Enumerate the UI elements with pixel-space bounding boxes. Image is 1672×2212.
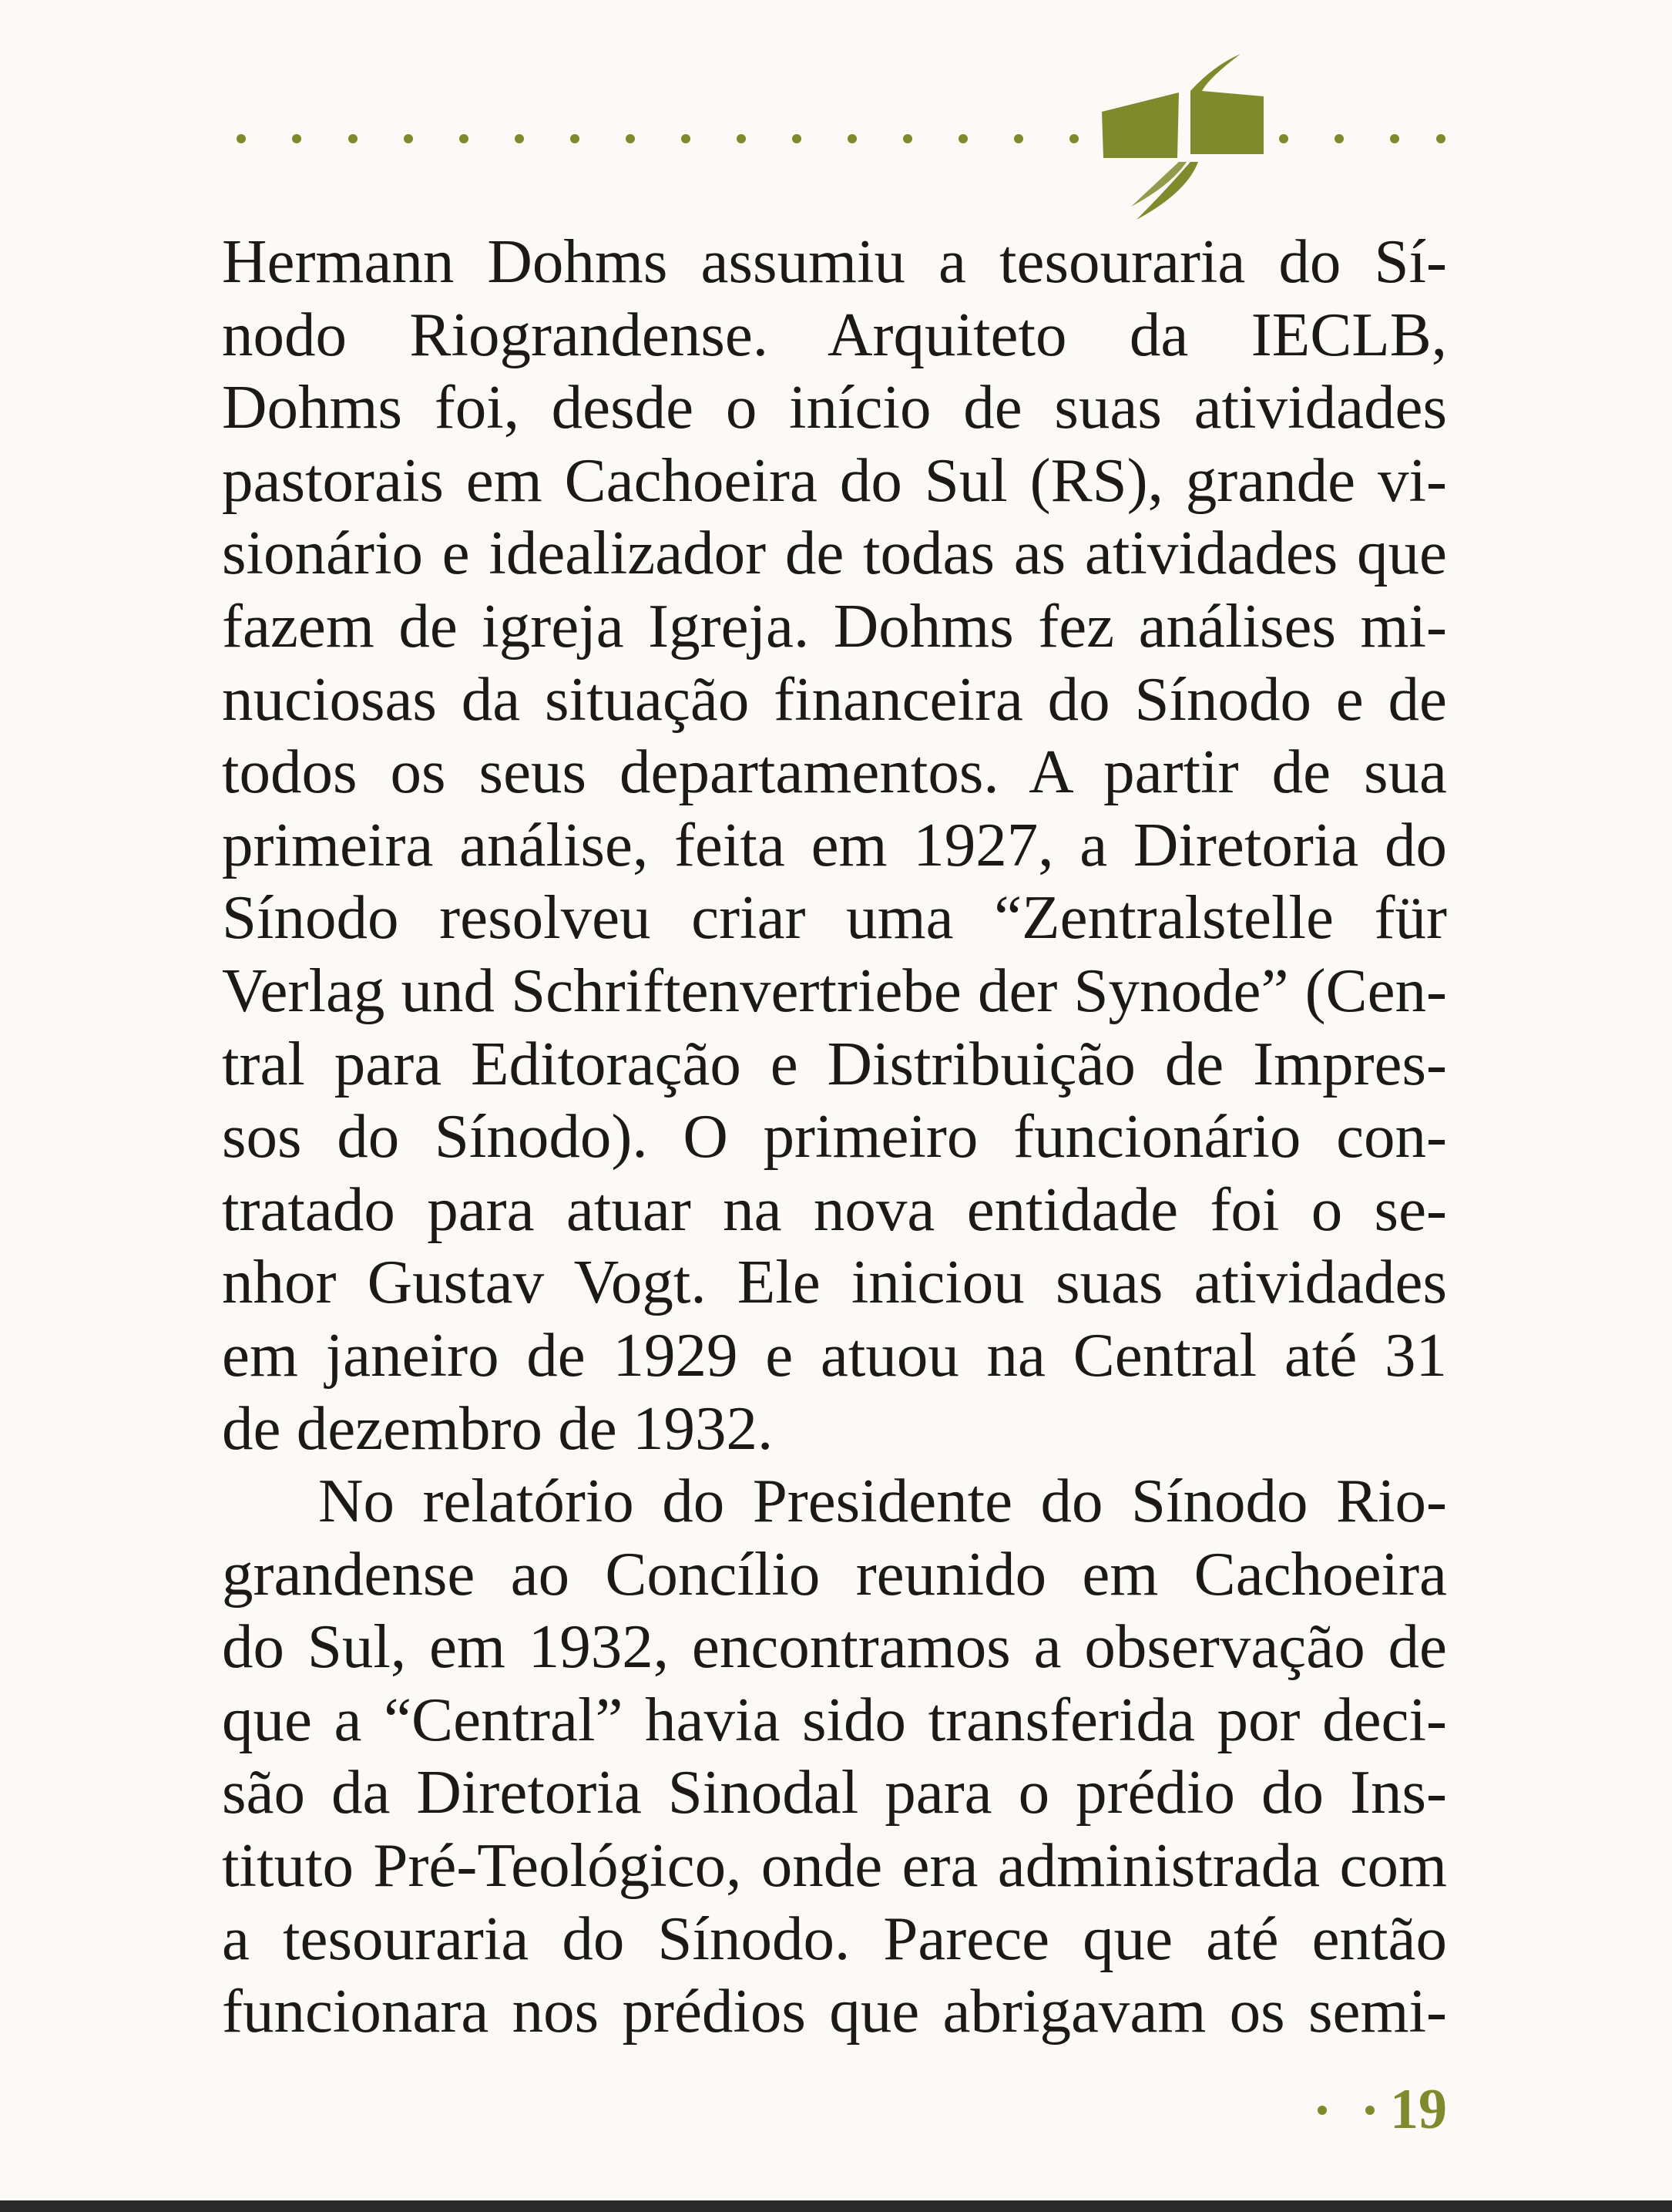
paragraph-1 xyxy=(222,225,1447,1464)
text-line: funcionara nos prédios que abrigavam os semi- xyxy=(222,1976,1447,2046)
text-line: Dohms foi, desde o início de suas atividades xyxy=(222,372,1447,442)
text-line: a tesouraria do Sínodo. Parece que até então xyxy=(222,1903,1447,1973)
text-line: nhor Gustav Vogt. Ele iniciou suas atividades xyxy=(222,1247,1447,1317)
page-edge-shadow xyxy=(0,2200,1672,2212)
text-line: nodo Riograndense. Arquiteto da IECLB, xyxy=(222,299,1447,369)
folio-dot xyxy=(1365,2106,1375,2115)
text-line: de dezembro de 1932. xyxy=(222,1393,774,1463)
header-dot-row xyxy=(237,134,1445,143)
text-line: do Sul, em 1932, encontramos a observação de xyxy=(222,1612,1447,1682)
text-line: Sínodo resolveu criar uma “Zentralstelle für xyxy=(222,882,1447,953)
text-line: Hermann Dohms assumiu a tesouraria do Sí- xyxy=(222,227,1447,296)
text-line: são da Diretoria Sinodal para o prédio do Ins- xyxy=(222,1757,1447,1827)
text-line: grandense ao Concílio reunido em Cachoeira xyxy=(222,1538,1447,1609)
header-ornament xyxy=(0,0,1672,247)
text-line: todos os seus departamentos. A partir de sua xyxy=(222,737,1447,807)
text-line: em janeiro de 1929 e atuou na Central até 31 xyxy=(222,1319,1447,1390)
text-line: fazem de igreja Igreja. Dohms fez análises mi- xyxy=(222,590,1447,661)
text-line: tratado para atuar na nova entidade foi o se- xyxy=(222,1174,1447,1244)
text-line: nuciosas da situação financeira do Sínodo e de xyxy=(222,664,1447,734)
text-line: pastorais em Cachoeira do Sul (RS), grande vi- xyxy=(222,445,1447,515)
text-line: que a “Central” havia sido transferida por deci- xyxy=(222,1684,1447,1754)
text-line: tituto Pré-Teológico, onde era administrada com xyxy=(222,1830,1447,1901)
text-line: sionário e idealizador de todas as atividades que xyxy=(222,518,1447,588)
page-number: 19 xyxy=(1390,2078,1447,2141)
page-number-footer xyxy=(1318,2077,1447,2143)
text-line: primeira análise, feita em 1927, a Diretoria do xyxy=(222,809,1447,879)
folio-dot xyxy=(1318,2106,1327,2115)
text-line: sos do Sínodo). O primeiro funcionário con- xyxy=(222,1101,1447,1172)
text-line: Verlag und Schriftenvertriebe der Synode” (Cen- xyxy=(222,955,1447,1025)
text-line: No relatório do Presidente do Sínodo Rio- xyxy=(318,1466,1447,1536)
text-line: tral para Editoração e Distribuição de Impres- xyxy=(222,1028,1447,1098)
paragraph-2 xyxy=(222,1464,1447,2048)
cross-dove-ornament-icon xyxy=(1102,54,1264,220)
body-text xyxy=(222,225,1447,2048)
